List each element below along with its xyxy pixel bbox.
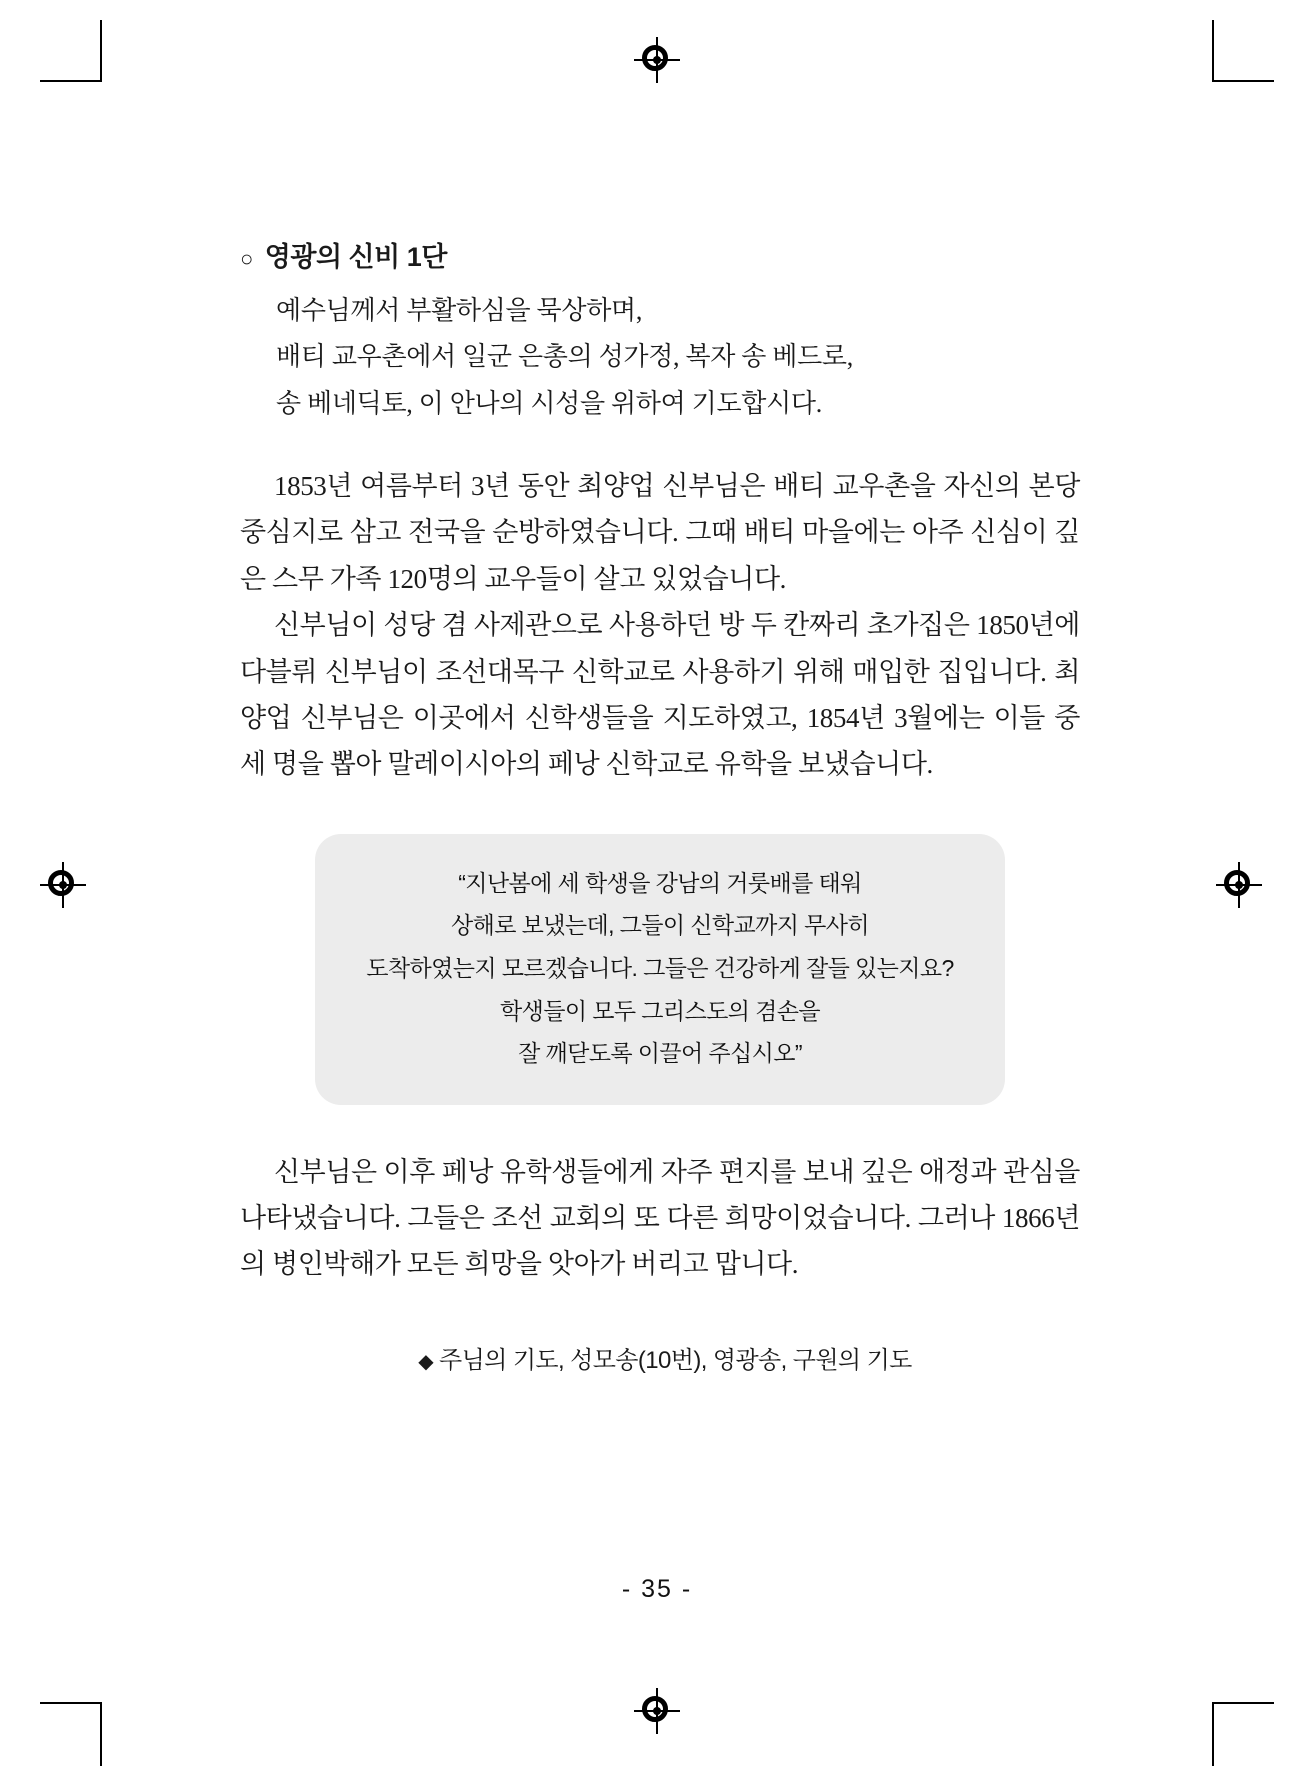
crop-mark-top-left-horizontal — [40, 80, 102, 82]
crop-mark-bottom-left-vertical — [100, 1704, 102, 1766]
crop-mark-bottom-left-horizontal — [40, 1702, 102, 1704]
quote-line: 학생들이 모두 그리스도의 겸손을 — [499, 997, 821, 1024]
intention-line: 예수님께서 부활하심을 묵상하며, — [276, 296, 643, 325]
intention-line: 배티 교우촌에서 일군 은총의 성가정, 복자 송 베드로, — [276, 342, 853, 372]
quote-line: 잘 깨닫도록 이끌어 주십시오” — [518, 1040, 802, 1067]
page-title — [240, 235, 1080, 274]
quote-line: 도착하였는지 모르겠습니다. 그들은 건강하게 잘들 있는지요? — [366, 954, 954, 981]
intention-line: 송 베네딕토, 이 안나의 시성을 위하여 기도합시다. — [276, 388, 822, 418]
crop-mark-top-left-vertical — [100, 20, 102, 82]
registration-mark-bottom — [640, 1694, 674, 1728]
registration-mark-left — [46, 868, 80, 902]
prayer-instruction-text: 주님의 기도, 성모송(10번), 영광송, 구원의 기도 — [439, 1346, 912, 1374]
intention-block — [240, 288, 1080, 427]
registration-mark-right — [1222, 868, 1256, 902]
registration-mark-top — [640, 43, 674, 77]
prayer-instruction — [240, 1340, 1080, 1375]
circle-bullet-icon: ○ — [240, 246, 253, 271]
page-number: - 35 - — [621, 1575, 693, 1603]
crop-mark-bottom-right-vertical — [1212, 1704, 1214, 1766]
body-text-before-quote — [240, 463, 1080, 788]
crop-mark-top-right-horizontal — [1212, 80, 1274, 82]
paragraph: 신부님이 성당 겸 사제관으로 사용하던 방 두 칸짜리 초가집은 1850년에 다블뤼 신부님이 조선대목구 신학교로 사용하기 위해 매입한 집입니다. 최양업 신부님은 이곳에서 신학생들을 지도하였고, 1854년 3월에는 이들 중 세 명을 뽑아 말레이시아의 페낭 신학교로 유학을 보냈습니다. — [240, 610, 1080, 780]
page-title-text: 영광의 신비 1단 — [264, 242, 447, 272]
paragraph: 신부님은 이후 페낭 유학생들에게 자주 편지를 보내 깊은 애정과 관심을 나타냈습니다. 그들은 조선 교회의 또 다른 희망이었습니다. 그러나 1866년의 병인박해가 모든 희망을 앗아가 버리고 맙니다. — [240, 1156, 1080, 1280]
body-text-after-quote — [240, 1149, 1080, 1288]
crop-mark-top-right-vertical — [1212, 20, 1214, 82]
page-content — [240, 235, 1080, 1375]
crop-mark-bottom-right-horizontal — [1212, 1702, 1274, 1704]
quote-line: “지난봄에 세 학생을 강남의 거룻배를 태워 — [458, 869, 862, 896]
quote-line: 상해로 보냈는데, 그들이 신학교까지 무사히 — [450, 912, 870, 939]
paragraph: 1853년 여름부터 3년 동안 최양업 신부님은 배티 교우촌을 자신의 본당 중심지로 삼고 전국을 순방하였습니다. 그때 배티 마을에는 아주 신심이 깊은 스무 가족 120명의 교우들이 살고 있었습니다. — [240, 470, 1080, 594]
quote-callout-box — [315, 834, 1005, 1105]
diamond-bullet-icon: ◆ — [418, 1350, 433, 1373]
